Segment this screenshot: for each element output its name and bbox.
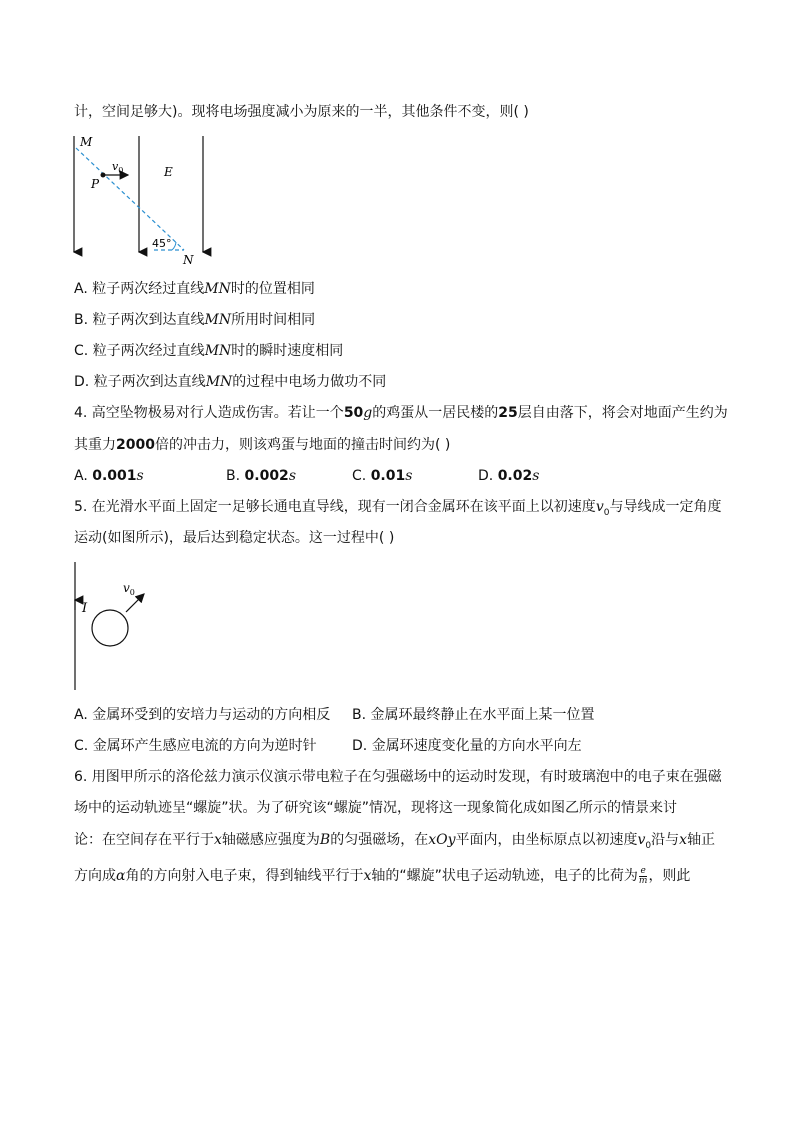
metal-ring [92,610,128,646]
q4-option-c[interactable]: C. 0.01s [352,468,413,484]
label-m: M [80,135,93,149]
q3-option-a[interactable]: A. 粒子两次经过直线MN时的位置相同 [74,281,315,297]
q6-stem-line2: 场中的运动轨迹呈“螺旋”状。为了研究该“螺旋”情况，现将这一现象简化成如图乙所示的情景来讨 [74,800,678,816]
q6-stem-line4: 方向成α角的方向射入电子束，得到轴线平行于x轴的“螺旋”状电子运动轨迹，电子的比荷为 $\frac{e}{m}$ ，则此 [74,865,691,886]
q3-field-figure [64,130,224,270]
angle-arc [172,242,176,250]
label-v0: $v_0$ [112,160,124,175]
label-p: P [91,177,100,191]
q3-option-d[interactable]: D. 粒子两次到达直线MN的过程中电场力做功不同 [74,374,387,390]
q6-stem-line1: 6. 用图甲所示的洛伦兹力演示仪演示带电粒子在匀强磁场中的运动时发现，有时玻璃泡中的电子束在强磁 [74,769,722,785]
q6-stem-line3: 论：在空间存在平行于x轴磁感应强度为B的匀强磁场，在xOy平面内，由坐标原点以初速度$v_0$沿与x轴正 [74,832,716,851]
label-angle: 45° [152,237,172,250]
q4-stem-line1: 4. 高空坠物极易对行人造成伤害。若让一个50g的鸡蛋从一居民楼的25层自由落下，将会对地面产生约为 [74,405,728,421]
q3-option-c[interactable]: C. 粒子两次经过直线MN时的瞬时速度相同 [74,343,344,359]
charge-mass-fraction: $\frac{e}{m}$ [638,865,648,886]
q5-stem-line1: 5. 在光滑水平面上固定一足够长通电直导线，现有一闭合金属环在该平面上以初速度$v_0$与导线成一定角度 [74,499,722,518]
q5-option-a[interactable]: A. 金属环受到的安培力与运动的方向相反 [74,707,331,723]
q5-wire-ring-figure [64,560,174,692]
q3-option-b[interactable]: B. 粒子两次到达直线MN所用时间相同 [74,312,316,328]
q5-stem-line2: 运动(如图所示)，最后达到稳定状态。这一过程中( ) [74,530,395,546]
q4-option-d[interactable]: D. 0.02s [478,468,540,484]
label-i: I [82,601,88,616]
ring-velocity-arrow [126,594,144,612]
q3-stem-tail: 计，空间足够大)。现将电场强度减小为原来的一半，其他条件不变，则( ) [74,104,529,120]
mn-dashed-line [76,148,184,250]
q4-option-b[interactable]: B. 0.002s [226,468,296,484]
q5-option-b[interactable]: B. 金属环最终静止在水平面上某一位置 [352,707,595,723]
q5-option-d[interactable]: D. 金属环速度变化量的方向水平向左 [352,738,582,754]
label-ring-v0: $v_0$ [123,581,135,597]
q5-option-c[interactable]: C. 金属环产生感应电流的方向为逆时针 [74,738,317,754]
label-e: E [164,165,173,179]
q4-stem-line2: 其重力2000倍的冲击力，则该鸡蛋与地面的撞击时间约为( ) [74,437,451,453]
q4-option-a[interactable]: A. 0.001s [74,468,144,484]
label-n: N [183,253,194,267]
